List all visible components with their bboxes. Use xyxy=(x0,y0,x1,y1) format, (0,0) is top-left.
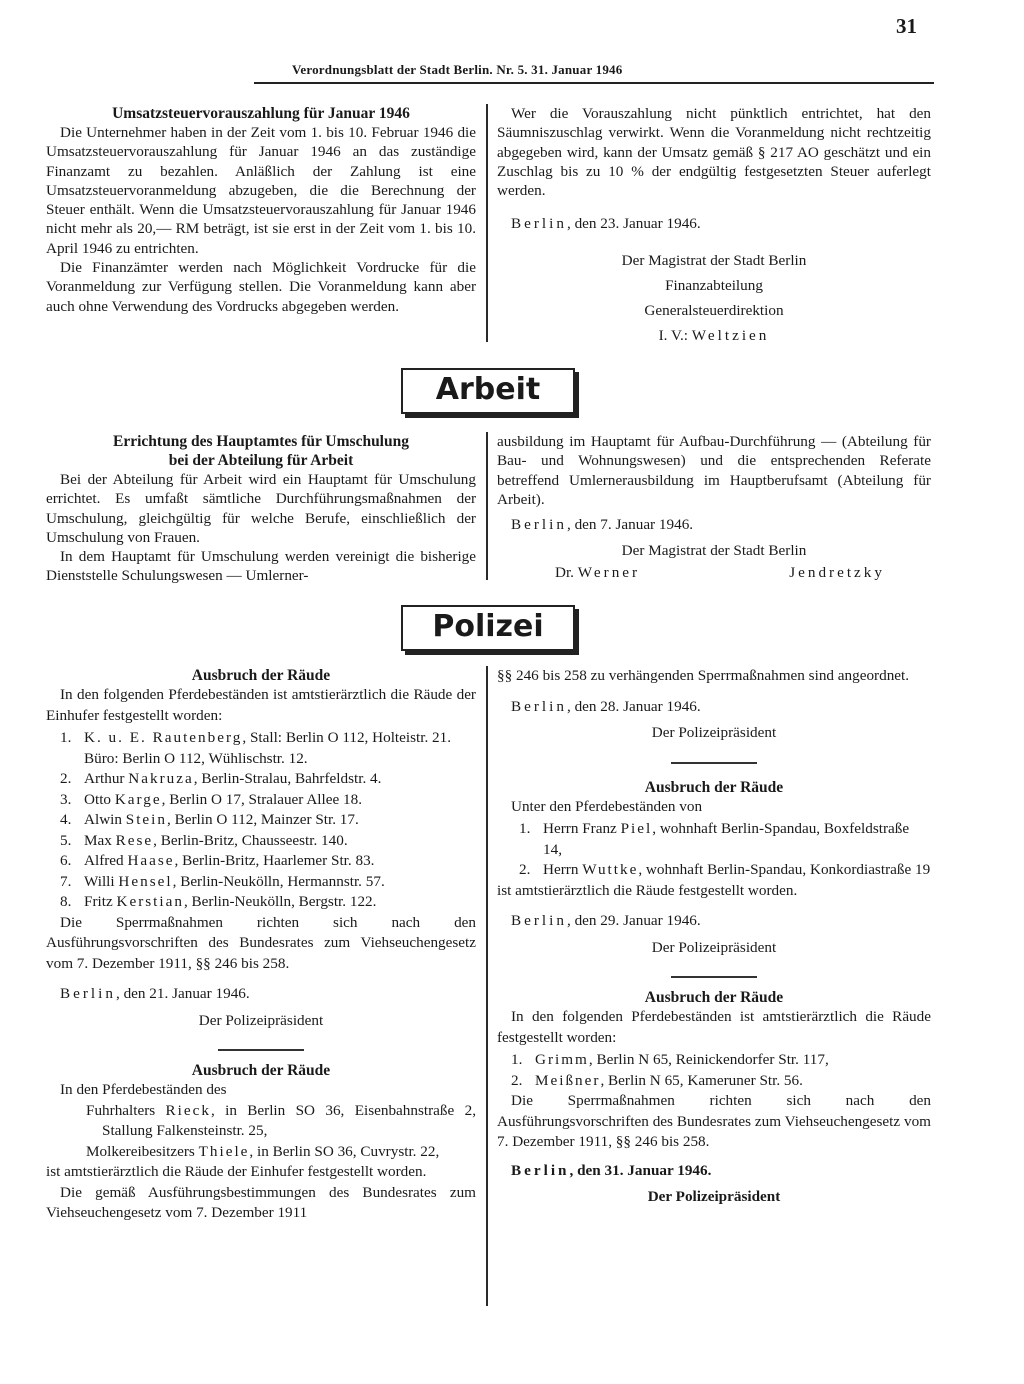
raeude-2-paragraph-1: ist amtstierärztlich die Räude der Einhufer festgestellt worden. xyxy=(46,1163,427,1180)
arbeit-paragraph-3: ausbildung im Hauptamt für Aufbau-Durchführung — (Abteilung für Bau- und Wohnungswesen) und die entsprechenden Referate betreffend Umlernerausbildung im Hauptberufsamt (Abteilung für Arbeit). xyxy=(497,433,931,508)
arbeit-signatories xyxy=(497,562,931,584)
section-separator xyxy=(671,976,757,978)
column-divider xyxy=(486,432,488,580)
raeude-4-intro: In den folgenden Pferdebeständen ist amtstierärztlich die Räude festgestellt worden: xyxy=(497,1008,931,1046)
arbeit-dateline: Berlin, den 7. Januar 1946. xyxy=(511,516,694,534)
polizei-right-column xyxy=(497,666,931,1208)
raeude-2-paragraph-2: Die gemäß Ausführungsbestimmungen des Bundesrates zum Viehseuchengesetz vom 7. Dezember 1911 xyxy=(46,1183,476,1221)
raeude-1-signature: Der Polizeipräsident xyxy=(198,1011,324,1029)
raeude-3-signature: Der Polizeipräsident xyxy=(651,938,777,956)
arbeit-right-column xyxy=(497,432,931,584)
raeude-3-intro: Unter den Pferdebeständen von xyxy=(511,797,703,815)
tax-left-column xyxy=(46,104,476,316)
list-item: 1. Herrn Franz Piel, wohnhaft Berlin-Spandau, Boxfeldstraße 14, xyxy=(519,820,910,858)
raeude-3-title: Ausbruch der Räude xyxy=(644,778,784,796)
raeude-1-title: Ausbruch der Räude xyxy=(191,667,331,684)
tax-dateline: Berlin, den 23. Januar 1946. xyxy=(511,215,701,233)
raeude-4-paragraph: Die Sperrmaßnahmen richten sich nach den Ausführungsvorschriften des Bundesrates zum Viehseuchengesetz vom 7. Dezember 1911, §§ 246 bis 258. xyxy=(497,1092,931,1150)
section-separator xyxy=(218,1049,304,1051)
list-item: 6. Alfred Haase, Berlin-Britz, Haarlemer Str. 83. xyxy=(60,852,375,869)
raeude-2-entry-2: Molkereibesitzers Thiele, in Berlin SO 36, Cuvrystr. 22, xyxy=(86,1142,440,1160)
list-item: 8. Fritz Kerstian, Berlin-Neukölln, Bergstr. 122. xyxy=(60,893,377,910)
list-item: 1. K. u. E. Rautenberg, Stall: Berlin O 112, Holteistr. 21. Büro: Berlin O 112, Wühlischstr. 12. xyxy=(60,729,452,767)
raeude-2-intro: In den Pferdebeständen des xyxy=(60,1081,227,1098)
raeude-3-list xyxy=(519,819,931,881)
arbeit-paragraph-1: Bei der Abteilung für Arbeit wird ein Hauptamt für Umschulung errichtet. Es umfaßt sämtliche Durchführungsmaßnahmen der Umschulung, gleichgültig für welche Berufe, einschließlich der Umschulung von Frauen. xyxy=(46,471,476,546)
list-item: 2. Arthur Nakruza, Berlin-Stralau, Bahrfeldstr. 4. xyxy=(60,770,382,787)
column-divider xyxy=(486,666,488,1306)
list-item: 4. Alwin Stein, Berlin O 112, Mainzer Str. 17. xyxy=(60,811,359,828)
raeude-1-intro: In den folgenden Pferdebeständen ist amtstierärztlich die Räude der Einhufer festgestellt worden: xyxy=(46,686,476,724)
section-separator xyxy=(671,762,757,764)
arbeit-title-line-1: Errichtung des Hauptamtes für Umschulung xyxy=(113,433,409,450)
tax-signature-line-2: Finanzabteilung xyxy=(665,276,763,294)
tax-paragraph-3: Wer die Vorauszahlung nicht pünktlich entrichtet, hat den Säumniszuschlag verwirkt. Wenn die Voranmeldung nicht rechtzeitig abgegeben wird, kann der Umsatz gemäß § 217 AO geschätzt und ein Zuschlag bis zu 10 % der endgültig festgesetzten Steuer auferlegt werden. xyxy=(497,105,931,200)
tax-signature-line-4: I. V.: Weltzien xyxy=(658,326,770,344)
arbeit-signatory-right: Jendretzky xyxy=(789,564,885,582)
raeude-4-signature: Der Polizeipräsident xyxy=(647,1188,781,1205)
section-heading-arbeit: Arbeit xyxy=(401,368,575,414)
arbeit-left-column xyxy=(46,432,476,586)
tax-signature-line-1: Der Magistrat der Stadt Berlin xyxy=(621,251,807,269)
tax-paragraph-1: Die Unternehmer haben in der Zeit vom 1. bis 10. Februar 1946 die Umsatzsteuervorauszahlung für Januar 1946 an das zuständige Finanzamt zu bezahlen. Anläßlich der Zahlung ist eine Umsatzsteuervoranmeldung abzugeben, die die Berechnung der Steuer enthält. Wenn die Umsatzsteuervorauszahlung für Januar 1946 nicht mehr als 20,— RM beträgt, ist sie erst in der Zeit vom 1. bis 10. April 1946 zu entrichten. xyxy=(46,124,476,257)
tax-title: Umsatzsteuervorauszahlung für Januar 1946 xyxy=(112,105,410,122)
arbeit-signature: Der Magistrat der Stadt Berlin xyxy=(621,542,807,560)
polizei-left-column xyxy=(46,666,476,1224)
list-item: 7. Willi Hensel, Berlin-Neukölln, Hermannstr. 57. xyxy=(60,872,385,890)
list-item: 1. Grimm, Berlin N 65, Reinickendorfer Str. 117, xyxy=(511,1051,829,1068)
raeude-2-dateline: Berlin, den 28. Januar 1946. xyxy=(511,697,701,715)
header-rule xyxy=(254,82,934,84)
raeude-1-list xyxy=(60,728,476,913)
raeude-1-paragraph: Die Sperrmaßnahmen richten sich nach den Ausführungsvorschriften des Bundesrates zum Viehseuchengesetz vom 7. Dezember 1911, §§ 246 bis 258. xyxy=(46,913,476,972)
raeude-2-paragraph-3: §§ 246 bis 258 zu verhängenden Sperrmaßnahmen sind angeordnet. xyxy=(497,667,910,684)
tax-right-column xyxy=(497,104,931,348)
list-item: 2. Herrn Wuttke, wohnhaft Berlin-Spandau, Konkordiastraße 19 xyxy=(519,861,931,878)
raeude-2-signature: Der Polizeipräsident xyxy=(651,724,777,741)
raeude-4-dateline: Berlin, den 31. Januar 1946. xyxy=(511,1161,712,1179)
arbeit-title-line-2: bei der Abteilung für Arbeit xyxy=(168,452,354,469)
running-header: Verordnungsblatt der Stadt Berlin. Nr. 5. 31. Januar 1946 xyxy=(292,62,623,77)
list-item: 5. Max Rese, Berlin-Britz, Chausseestr. 140. xyxy=(60,831,348,849)
raeude-2-entry-1: Fuhrhalters Rieck, in Berlin SO 36, Eisenbahnstraße 2, Stallung Falkensteinstr. 25, xyxy=(86,1101,476,1139)
tax-signature xyxy=(497,248,931,348)
page-number: 31 xyxy=(896,14,917,38)
tax-paragraph-2: Die Finanzämter werden nach Möglichkeit Vordrucke für die Voranmeldung zur Verfügung stellen. Die Voranmeldung kann aber auch ohne Verwendung des Vordrucks abgegeben werden. xyxy=(46,259,476,315)
raeude-3-paragraph: ist amtstierärztlich die Räude festgestellt worden. xyxy=(497,881,798,899)
list-item: 2. Meißner, Berlin N 65, Kameruner Str. 56. xyxy=(511,1071,803,1089)
column-divider xyxy=(486,104,488,342)
list-item: 3. Otto Karge, Berlin O 17, Stralauer Allee 18. xyxy=(60,790,362,808)
raeude-1-dateline: Berlin, den 21. Januar 1946. xyxy=(60,985,250,1002)
arbeit-signatory-left: Dr. Werner xyxy=(555,564,641,582)
raeude-4-list xyxy=(511,1050,931,1091)
raeude-3-dateline: Berlin, den 29. Januar 1946. xyxy=(511,912,701,929)
raeude-4-title: Ausbruch der Räude xyxy=(644,989,784,1006)
arbeit-paragraph-2: In dem Hauptamt für Umschulung werden vereinigt die bisherige Dienststelle Schulungswesen — Umlerner- xyxy=(46,548,476,585)
tax-signature-line-3: Generalsteuerdirektion xyxy=(644,301,784,319)
raeude-2-title: Ausbruch der Räude xyxy=(191,1062,331,1079)
section-heading-polizei: Polizei xyxy=(401,605,575,651)
